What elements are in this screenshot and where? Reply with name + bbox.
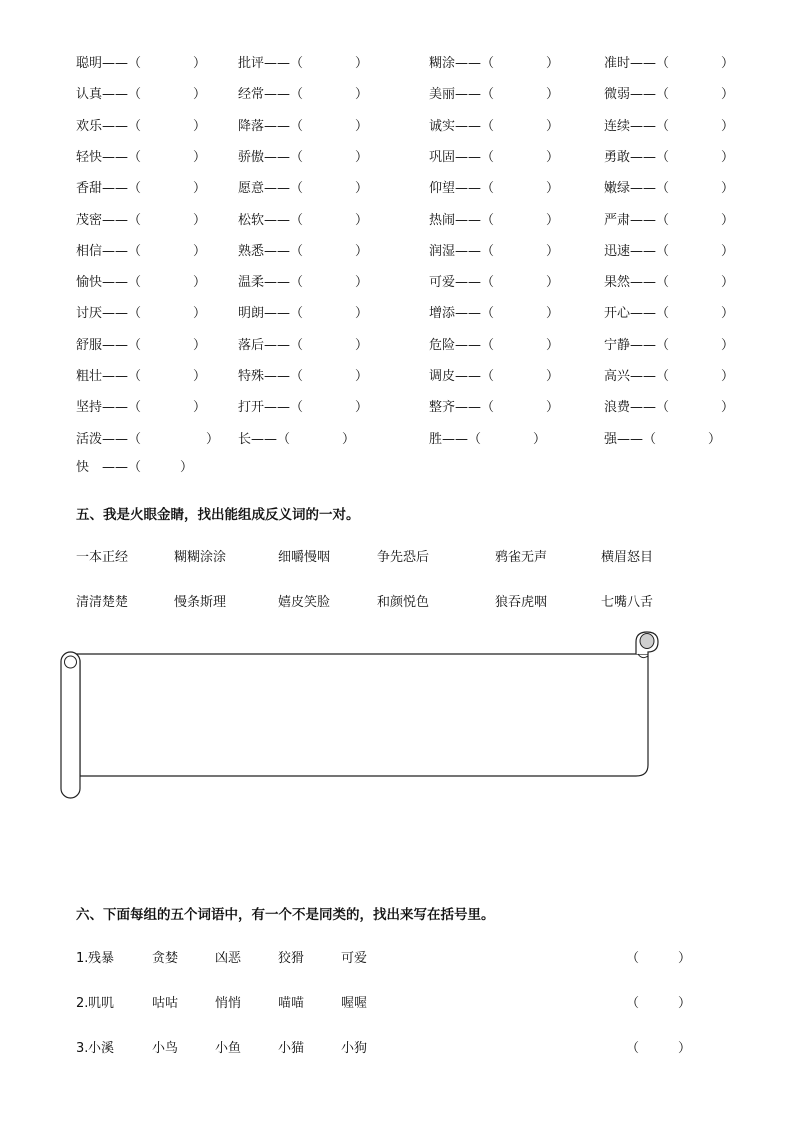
antonym-row xyxy=(0,303,794,325)
antonym-blank[interactable]: ——（ ） xyxy=(455,400,560,416)
antonym-row xyxy=(0,178,794,200)
antonym-blank[interactable]: ——（ ） xyxy=(630,400,735,416)
question-word: 小狗 xyxy=(341,1041,368,1056)
antonym-word: 落后 xyxy=(238,337,265,353)
antonym-blank[interactable]: ——（ ） xyxy=(102,87,207,103)
idiom-item: 慢条斯理 xyxy=(174,595,227,610)
antonym-blank[interactable]: ——（ ） xyxy=(264,369,369,384)
antonym-word: 香甜 xyxy=(76,181,103,197)
idiom-item: 清清楚楚 xyxy=(76,595,129,610)
idiom-item: 横眉怒目 xyxy=(601,550,654,565)
antonym-word: 润湿 xyxy=(429,243,456,259)
idiom-item: 细嚼慢咽 xyxy=(278,550,331,565)
antonym-word: 调皮 xyxy=(429,369,456,384)
question-number: 1. xyxy=(76,951,89,966)
antonym-word: 快 xyxy=(76,460,90,475)
antonym-row xyxy=(0,366,794,388)
antonym-blank[interactable]: ——（ ） xyxy=(102,400,207,416)
antonym-blank[interactable]: ——（ ） xyxy=(455,56,560,71)
question-number: 2. xyxy=(76,996,89,1011)
antonym-row xyxy=(0,53,794,75)
idiom-item: 狼吞虎咽 xyxy=(495,595,548,610)
antonym-row xyxy=(0,397,794,419)
question-word: 可爱 xyxy=(341,951,368,966)
question-number: 3. xyxy=(76,1041,89,1056)
idiom-item: 糊糊涂涂 xyxy=(174,550,227,565)
antonym-blank[interactable]: ——（ ） xyxy=(455,118,560,134)
antonym-blank[interactable]: ——（ ） xyxy=(264,275,369,291)
antonym-word: 仰望 xyxy=(429,181,456,197)
antonym-blank[interactable]: ——（ ） xyxy=(102,56,207,71)
antonym-word: 高兴 xyxy=(604,369,631,384)
antonym-blank[interactable]: ——（ ） xyxy=(264,212,369,228)
question-word: 小鱼 xyxy=(215,1041,242,1056)
question-word: 狡猾 xyxy=(278,951,305,966)
antonym-blank[interactable]: ——（ ） xyxy=(264,306,369,322)
question-word: 小鸟 xyxy=(152,1041,179,1056)
antonym-blank[interactable]: ——（ ） xyxy=(630,306,735,322)
antonym-word: 诚实 xyxy=(429,118,456,134)
antonym-word: 胜 xyxy=(429,431,443,447)
question-word: 叽叽 xyxy=(88,996,115,1011)
antonym-row-last xyxy=(0,457,794,479)
answer-bracket[interactable]: （ ） xyxy=(626,1041,692,1056)
antonym-blank[interactable]: ——（ ） xyxy=(102,212,207,228)
antonym-blank[interactable]: ——（ ） xyxy=(251,431,356,447)
antonym-blank[interactable]: ——（ ） xyxy=(630,337,735,353)
antonym-blank[interactable]: ——（ ） xyxy=(455,275,560,291)
question-word: 小猫 xyxy=(278,1041,305,1056)
antonym-word: 活泼 xyxy=(76,431,103,447)
antonym-blank[interactable]: ——（ ） xyxy=(630,181,735,197)
antonym-word: 讨厌 xyxy=(76,306,103,322)
antonym-blank[interactable]: ——（ ） xyxy=(102,118,207,134)
antonym-word: 骄傲 xyxy=(238,149,265,165)
antonym-blank[interactable]: ——（ ） xyxy=(102,181,207,197)
antonym-blank[interactable]: ——（ ） xyxy=(264,400,369,416)
antonym-blank[interactable]: ——（ ） xyxy=(630,149,735,165)
antonym-word: 严肃 xyxy=(604,212,631,228)
antonym-word: 粗壮 xyxy=(76,369,103,384)
antonym-blank[interactable]: ——（ ） xyxy=(264,337,369,353)
question-word: 咕咕 xyxy=(152,996,179,1011)
antonym-blank[interactable]: ——（ ） xyxy=(455,337,560,353)
antonym-row xyxy=(0,429,794,451)
antonym-word: 嫩绿 xyxy=(604,181,631,197)
antonym-row xyxy=(0,147,794,169)
antonym-word: 温柔 xyxy=(238,275,265,291)
antonym-word: 勇敢 xyxy=(604,149,631,165)
antonym-blank[interactable]: ——（ ） xyxy=(630,212,735,228)
antonym-blank[interactable]: ——（ ） xyxy=(455,212,560,228)
antonym-word: 打开 xyxy=(238,400,265,416)
antonym-word: 连续 xyxy=(604,118,631,134)
antonym-blank[interactable]: ——（ ） xyxy=(102,243,207,259)
question-word: 悄悄 xyxy=(215,996,242,1011)
antonym-word: 聪明 xyxy=(76,56,103,71)
antonym-blank[interactable]: ——（ ） xyxy=(630,369,735,384)
antonym-word: 长 xyxy=(238,431,252,447)
antonym-row xyxy=(0,272,794,294)
antonym-word: 欢乐 xyxy=(76,118,103,134)
antonym-word: 强 xyxy=(604,431,618,447)
antonym-word: 增添 xyxy=(429,306,456,322)
antonym-blank[interactable]: ——（ ） xyxy=(455,306,560,322)
antonym-row xyxy=(0,335,794,357)
antonym-blank[interactable]: ——（ ） xyxy=(455,243,560,259)
antonym-blank[interactable]: ——（ ） xyxy=(630,56,735,71)
antonym-blank[interactable]: ——（ ） xyxy=(455,149,560,165)
idiom-item: 嬉皮笑脸 xyxy=(278,595,331,610)
antonym-word: 浪费 xyxy=(604,400,631,416)
question-word: 贪婪 xyxy=(152,951,179,966)
idiom-item: 七嘴八舌 xyxy=(601,595,654,610)
antonym-word: 舒服 xyxy=(76,337,103,353)
antonym-blank[interactable]: ——（ ） xyxy=(264,118,369,134)
antonym-blank[interactable]: ——（ ） xyxy=(102,337,207,353)
antonym-row xyxy=(0,241,794,263)
antonym-word: 巩固 xyxy=(429,149,456,165)
antonym-blank[interactable]: ——（ ） xyxy=(102,275,207,291)
antonym-word: 松软 xyxy=(238,212,265,228)
idiom-item: 鸦雀无声 xyxy=(495,550,548,565)
antonym-word: 坚持 xyxy=(76,400,103,416)
antonym-word: 热闹 xyxy=(429,212,456,228)
antonym-word: 批评 xyxy=(238,56,265,71)
antonym-word: 糊涂 xyxy=(429,56,456,71)
antonym-blank[interactable]: ——（ ） xyxy=(102,431,220,447)
antonym-row xyxy=(0,210,794,232)
antonym-word: 准时 xyxy=(604,56,631,71)
antonym-blank[interactable]: ——（ ） xyxy=(102,149,207,165)
antonym-blank[interactable]: ——（ ） xyxy=(264,56,369,71)
idiom-item: 一本正经 xyxy=(76,550,129,565)
antonym-blank[interactable]: ——（ ） xyxy=(630,87,735,103)
answer-bracket[interactable]: （ ） xyxy=(626,951,692,966)
antonym-word: 危险 xyxy=(429,337,456,353)
antonym-word: 微弱 xyxy=(604,87,631,103)
antonym-word: 特殊 xyxy=(238,369,265,384)
antonym-word: 轻快 xyxy=(76,149,103,165)
antonym-word: 愉快 xyxy=(76,275,103,291)
antonym-word: 整齐 xyxy=(429,400,456,416)
antonym-blank[interactable]: ——（ ） xyxy=(617,431,722,447)
antonym-word: 美丽 xyxy=(429,87,456,103)
antonym-blank[interactable]: ——（ ） xyxy=(442,431,547,447)
antonym-blank[interactable]: ——（ ） xyxy=(264,181,369,197)
antonym-blank[interactable]: ——（ ） xyxy=(102,369,207,384)
antonym-word: 认真 xyxy=(76,87,103,103)
answer-bracket[interactable]: （ ） xyxy=(626,996,692,1011)
antonym-blank[interactable]: ——（ ） xyxy=(264,243,369,259)
antonym-word: 果然 xyxy=(604,275,631,291)
question-word: 残暴 xyxy=(88,951,115,966)
antonym-word: 降落 xyxy=(238,118,265,134)
antonym-blank[interactable]: ——（ ） xyxy=(455,181,560,197)
antonym-blank[interactable]: ——（ ） xyxy=(264,87,369,103)
antonym-blank[interactable]: ——（ ） xyxy=(264,149,369,165)
antonym-row xyxy=(0,84,794,106)
antonym-word: 经常 xyxy=(238,87,265,103)
antonym-word: 熟悉 xyxy=(238,243,265,259)
antonym-blank[interactable]: ——（ ） xyxy=(102,460,194,475)
question-word: 喔喔 xyxy=(341,996,368,1011)
antonym-word: 开心 xyxy=(604,306,631,322)
antonym-word: 相信 xyxy=(76,243,103,259)
idiom-item: 和颜悦色 xyxy=(377,595,430,610)
antonym-blank[interactable]: ——（ ） xyxy=(630,275,735,291)
antonym-row xyxy=(0,116,794,138)
antonym-blank[interactable]: ——（ ） xyxy=(630,243,735,259)
antonym-word: 明朗 xyxy=(238,306,265,322)
section5-heading: 五、我是火眼金睛，找出能组成反义词的一对。 xyxy=(76,507,360,523)
antonym-blank[interactable]: ——（ ） xyxy=(630,118,735,134)
scroll-answer-box[interactable] xyxy=(58,630,664,802)
antonym-word: 迅速 xyxy=(604,243,631,259)
antonym-word: 宁静 xyxy=(604,337,631,353)
question-word: 凶恶 xyxy=(215,951,242,966)
question-word: 小溪 xyxy=(88,1041,115,1056)
idiom-item: 争先恐后 xyxy=(377,550,430,565)
section6-heading: 六、下面每组的五个词语中，有一个不是同类的，找出来写在括号里。 xyxy=(76,907,495,923)
antonym-word: 愿意 xyxy=(238,181,265,197)
antonym-word: 茂密 xyxy=(76,212,103,228)
antonym-blank[interactable]: ——（ ） xyxy=(455,87,560,103)
antonym-word: 可爱 xyxy=(429,275,456,291)
question-word: 喵喵 xyxy=(278,996,305,1011)
antonym-blank[interactable]: ——（ ） xyxy=(455,369,560,384)
antonym-blank[interactable]: ——（ ） xyxy=(102,306,207,322)
